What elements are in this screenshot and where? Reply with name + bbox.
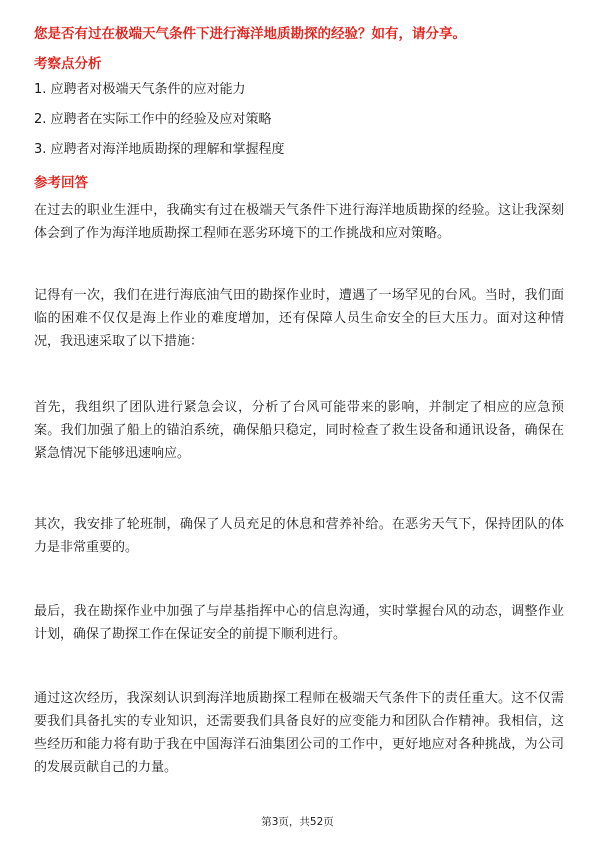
answer-paragraph: 其次，我安排了轮班制，确保了人员充足的休息和营养补给。在恶劣天气下，保持团队的体力是非常重要的。 <box>34 517 564 555</box>
analysis-point: 1. 应聘者对极端天气条件的应对能力 <box>34 82 246 97</box>
answer-title: 参考回答 <box>34 175 88 191</box>
answer-paragraph: 通过这次经历，我深刻认识到海洋地质勘探工程师在极端天气条件下的责任重大。这不仅需要我们具备扎实的专业知识，还需要我们具备良好的应变能力和团队合作精神。我相信，这些经历和能力将有助于我在中国海洋石油集团公司的工作中，更好地应对各种挑战，为公司的发展贡献自己的力量。 <box>34 691 564 775</box>
answer-paragraph: 在过去的职业生涯中，我确实有过在极端天气条件下进行海洋地质勘探的经验。这让我深刻体会到了作为海洋地质勘探工程师在恶劣环境下的工作挑战和应对策略。 <box>34 203 564 241</box>
answer-paragraph: 最后，我在勘探作业中加强了与岸基指挥中心的信息沟通，实时掌握台风的动态，调整作业计划，确保了勘探工作在保证安全的前提下顺利进行。 <box>34 604 564 642</box>
analysis-title: 考察点分析 <box>34 56 102 72</box>
answer-paragraph: 首先，我组织了团队进行紧急会议，分析了台风可能带来的影响，并制定了相应的应急预案。我们加强了船上的锚泊系统，确保船只稳定，同时检查了救生设备和通讯设备，确保在紧急情况下能够迅速响应。 <box>34 400 564 461</box>
answer-paragraph: 记得有一次，我们在进行海底油气田的勘探作业时，遭遇了一场罕见的台风。当时，我们面临的困难不仅仅是海上作业的难度增加，还有保障人员生命安全的巨大压力。面对这种情况，我迅速采取了以下措施： <box>34 288 564 349</box>
question-heading: 您是否有过在极端天气条件下进行海洋地质勘探的经验？如有，请分享。 <box>34 26 466 42</box>
analysis-point: 3. 应聘者对海洋地质勘探的理解和掌握程度 <box>34 142 285 157</box>
page-number-footer: 第3页，共52页 <box>261 816 334 828</box>
analysis-point: 2. 应聘者在实际工作中的经验及应对策略 <box>34 112 272 127</box>
